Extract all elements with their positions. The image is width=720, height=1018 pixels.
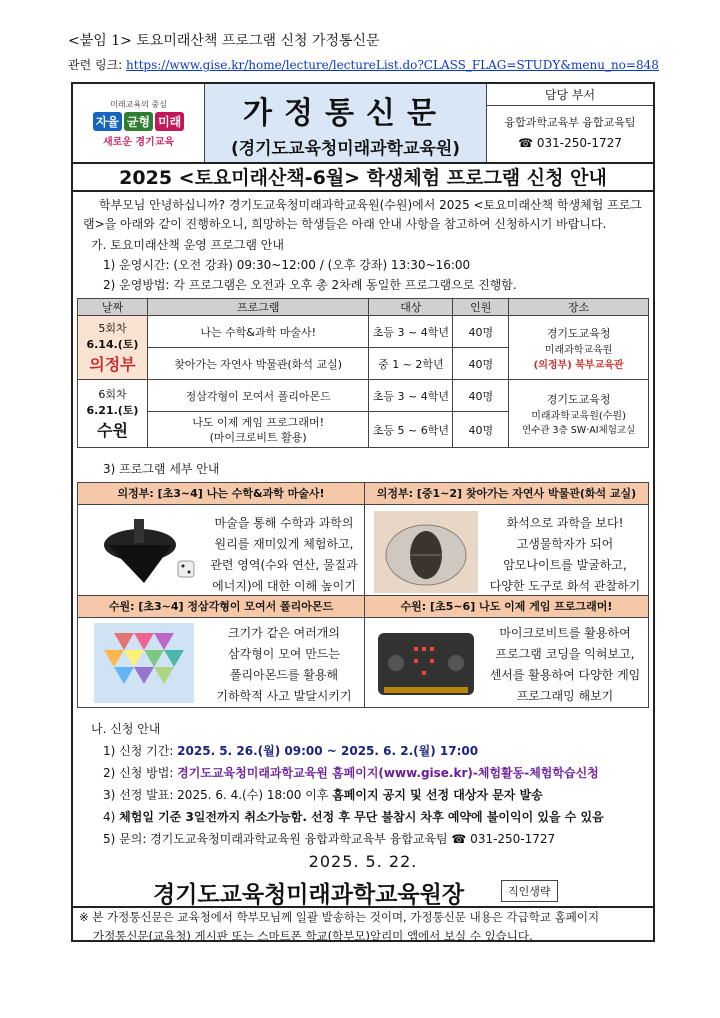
card-text-line: 관련 영역(수와 연산, 물질과	[210, 558, 358, 572]
card-description	[482, 513, 648, 597]
card-description	[482, 623, 648, 707]
notice-line: ※ 본 가정통신문은 교육청에서 학부모님께 일괄 발송하는 것이며, 가정통신문 내용은 각급학교 홈페이지	[79, 910, 600, 924]
session-date-cell	[78, 380, 148, 448]
card-text-line: 암모나이트를 발굴하고,	[503, 558, 627, 572]
apply-value: 홈페이지 공지 및 선정 대상자 문자 발송	[332, 788, 543, 802]
operating-method: 2) 운영방법: 각 프로그램은 오전과 오후 총 2차례 동일한 프로그램으로 진행함.	[103, 278, 517, 292]
intro-paragraph: 학부모님 안녕하십니까? 경기도교육청미래과학교육원(수원)에서 2025 <토요미래산책 학생체험 프로그램>을 아래와 같이 진행하오니, 희망하는 학생들은 아래 안내 사항을 참고하여 신청하시기 바랍니다.	[83, 198, 642, 231]
apply-label: 4)	[103, 810, 120, 824]
table-header-row	[78, 299, 649, 316]
place-line: 경기도교육청	[546, 393, 611, 406]
section-na-heading: 나. 신청 안내	[91, 722, 161, 736]
card-description	[204, 623, 364, 707]
card-text-line: 마이크로비트를 활용하여	[499, 626, 631, 640]
apply-period	[103, 742, 478, 759]
place-cell	[509, 316, 649, 380]
gyeonggi-education-logo	[73, 84, 205, 162]
target-cell: 초등 3 ~ 4학년	[369, 380, 453, 412]
apply-method	[103, 764, 599, 781]
apply-label: 5) 문의: 경기도교육청미래과학교육원 융합과학교육부 융합교육팀 ☎ 031-250-1727	[103, 832, 556, 846]
headline: 2025 <토요미래산책-6월> 학생체험 프로그램 신청 안내	[73, 164, 653, 192]
logo-slogan: 새로운 경기교육	[102, 136, 175, 148]
card-text-line: 폴리아몬드를 활용해	[229, 668, 339, 682]
target-cell: 중 1 ~ 2학년	[369, 348, 453, 380]
related-link-row	[68, 56, 659, 73]
apply-cancel-policy	[103, 808, 604, 825]
logo-tagline: 미래교육의 중심	[110, 99, 167, 109]
session-round: 6회차	[98, 388, 127, 401]
department-phone: ☎ 031-250-1727	[518, 136, 622, 150]
card-text-line: 센서를 활용하여 다양한 게임	[489, 668, 641, 682]
apply-label: 3) 선정 발표: 2025. 6. 4.(수) 18:00 이후	[103, 788, 333, 802]
card-text-line: 에너지)에 대한 이해 높이기	[212, 579, 356, 593]
session-date: 6.14.(토)	[86, 338, 139, 351]
count-cell: 40명	[453, 348, 509, 380]
apply-label: 1) 신청 기간:	[103, 744, 178, 758]
place-line: 연수관 3층 SW·AI체험교실	[521, 425, 636, 436]
target-cell: 초등 5 ~ 6학년	[369, 412, 453, 448]
logo-word-1: 자율	[93, 112, 122, 131]
program-cell: 나도 이제 게임 프로그래머! (마이크로비트 활용)	[147, 412, 369, 448]
logo-word-3: 미래	[155, 112, 184, 131]
link-label: 관련 링크:	[68, 58, 127, 72]
seal-omitted: 직인생략	[501, 880, 558, 902]
issue-date: 2025. 5. 22.	[308, 852, 418, 871]
header-date: 날짜	[78, 299, 148, 316]
title-box	[205, 84, 487, 162]
card-title: 의정부: [초3~4] 나는 수학&과학 마술사!	[78, 483, 364, 505]
place-line: 미래과학교육원(수원)	[531, 411, 626, 422]
program-cell: 정삼각형이 모여서 폴리아몬드	[147, 380, 369, 412]
department-name: 융합과학교육부 융합교육팀	[504, 116, 636, 129]
header-program: 프로그램	[147, 299, 369, 316]
attachment-title: <붙임 1> 토요미래산책 프로그램 신청 가정통신문	[68, 33, 380, 49]
card-title: 의정부: [중1~2] 찾아가는 자연사 박물관(화석 교실)	[365, 483, 648, 505]
card-text-line: 화석으로 과학을 보다!	[506, 516, 624, 530]
apply-value: 2025. 5. 26.(월) 09:00 ~ 2025. 6. 2.(월) 17:00	[177, 744, 479, 758]
card-text-line: 고생물학자가 되어	[516, 537, 614, 551]
apply-contact	[103, 830, 555, 847]
card-title: 수원: [초3~4] 정삼각형이 모여서 폴리아몬드	[78, 596, 364, 618]
program-detail-cards	[77, 482, 649, 708]
newsletter-subtitle: (경기도교육청미래과학교육원)	[230, 139, 461, 159]
card-text-line: 프로그래밍 해보기	[516, 689, 614, 703]
fossil-image	[374, 511, 478, 593]
card-text-line: 마술을 통해 수학과 과학의	[214, 516, 354, 530]
notice-line: 가정통신문(교육청) 게시판 또는 스마트폰 학교(학부모)알리미 앱에서 보실 수 있습니다.	[93, 929, 533, 943]
newsletter-header	[73, 84, 653, 164]
section-3-heading: 3) 프로그램 세부 안내	[103, 462, 220, 476]
place-line: (의정부) 북부교육관	[533, 359, 624, 371]
apply-value: 경기도교육청미래과학교육원 홈페이지(www.gise.kr)-체험활동-체험학습신청	[177, 766, 599, 780]
card-description	[204, 513, 364, 597]
newsletter-frame	[71, 82, 655, 942]
footer-notice	[73, 906, 653, 946]
apply-announcement	[103, 786, 543, 803]
table-row	[78, 316, 649, 348]
microbit-image	[374, 625, 478, 701]
card-text-line: 기하학적 사고 발달시키기	[216, 689, 352, 703]
department-box	[487, 84, 653, 162]
session-round: 5회차	[98, 322, 127, 335]
card-title: 수원: [초5~6] 나도 이제 게임 프로그래머!	[365, 596, 648, 618]
related-link[interactable]: https://www.gise.kr/home/lecture/lectureList.do?CLASS_FLAG=STUDY&menu_no=848	[126, 58, 659, 72]
place-cell	[509, 380, 649, 448]
section-ga-heading: 가. 토요미래산책 운영 프로그램 안내	[91, 238, 284, 252]
spinning-top-image	[94, 511, 204, 591]
header-target: 대상	[369, 299, 453, 316]
card-text-line: 삼각형이 모여 만드는	[228, 647, 340, 661]
table-row	[78, 380, 649, 412]
card-text-line: 다양한 도구로 화석 관찰하기	[489, 579, 641, 593]
count-cell: 40명	[453, 380, 509, 412]
apply-value: 체험일 기준 3일전까지 취소가능함. 선정 후 무단 불참시 차후 예약에 불이익이 있을 수 있음	[119, 810, 604, 824]
department-header: 담당 부서	[487, 84, 653, 106]
program-cell: 나는 수학&과학 마술사!	[147, 316, 369, 348]
polyamond-image	[94, 623, 194, 703]
logo-word-2: 균형	[124, 112, 153, 131]
card-text-line: 프로그램 코딩을 익혀보고,	[495, 647, 635, 661]
card-text-line: 크기가 같은 여러개의	[228, 626, 340, 640]
count-cell: 40명	[453, 316, 509, 348]
program-cell: 찾아가는 자연사 박물관(화석 교실)	[147, 348, 369, 380]
apply-label: 2) 신청 방법:	[103, 766, 178, 780]
session-date-cell	[78, 316, 148, 380]
place-line: 경기도교육청	[546, 326, 611, 340]
header-place: 장소	[509, 299, 649, 316]
operating-hours: 1) 운영시간: (오전 강좌) 09:30~12:00 / (오후 강좌) 13:30~16:00	[103, 258, 471, 272]
place-line: 미래과학교육원	[544, 344, 613, 356]
session-date: 6.21.(토)	[86, 404, 139, 417]
count-cell: 40명	[453, 412, 509, 448]
session-city: 의정부	[89, 355, 136, 374]
target-cell: 초등 3 ~ 4학년	[369, 316, 453, 348]
header-count: 인원	[453, 299, 509, 316]
newsletter-title: 가정통신문	[243, 96, 448, 131]
card-text-line: 원리를 재미있게 체험하고,	[214, 537, 354, 551]
session-city: 수원	[97, 421, 128, 440]
schedule-table	[77, 298, 649, 448]
signer: 경기도교육청미래과학교육원장	[153, 882, 465, 908]
